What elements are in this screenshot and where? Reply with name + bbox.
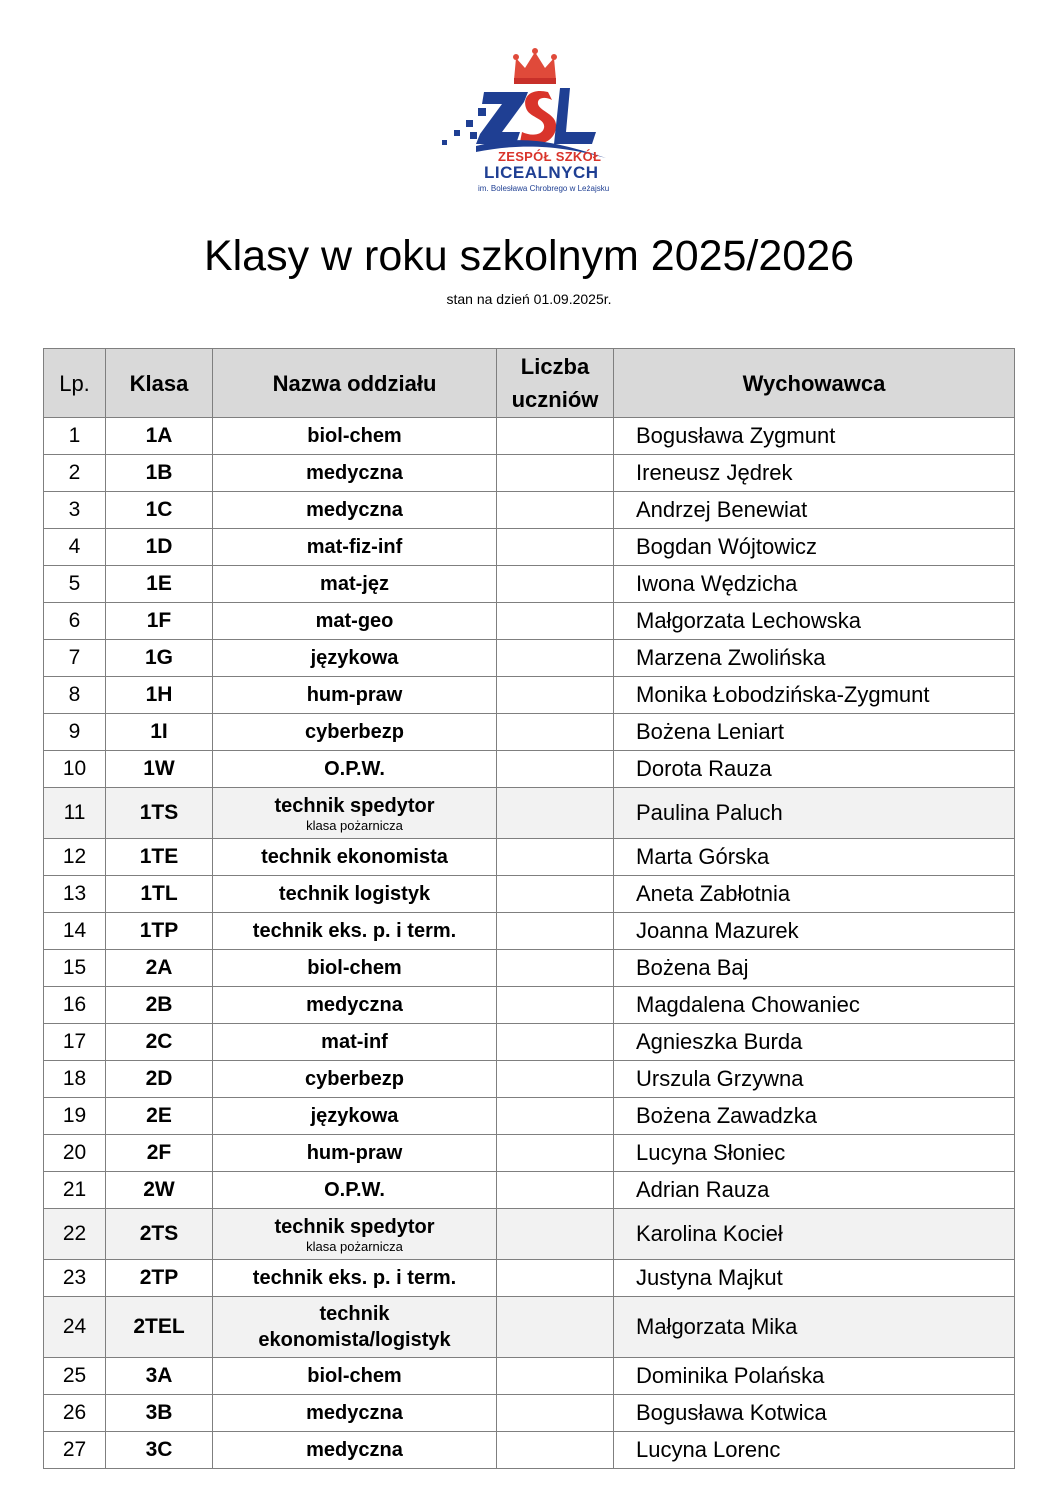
row-klasa: 2B <box>106 987 213 1024</box>
row-klasa: 1W <box>106 751 213 788</box>
row-lp: 10 <box>44 751 106 788</box>
row-nazwa-text: medyczna <box>306 499 403 521</box>
row-klasa: 2W <box>106 1172 213 1209</box>
row-liczba <box>497 1172 614 1209</box>
table-row <box>44 714 1015 751</box>
row-nazwa-text: hum-praw <box>306 1142 403 1164</box>
header-wychowawca: Wychowawca <box>614 349 1015 418</box>
row-nazwa-text: językowa <box>310 647 399 669</box>
table-row <box>44 418 1015 455</box>
table-row <box>44 950 1015 987</box>
row-wychowawca: Aneta Zabłotnia <box>614 876 1015 913</box>
row-wychowawca: Małgorzata Lechowska <box>614 603 1015 640</box>
table-row <box>44 603 1015 640</box>
row-klasa: 3A <box>106 1358 213 1395</box>
row-klasa: 1H <box>106 677 213 714</box>
table-row <box>44 913 1015 950</box>
row-nazwa-text: technik eks. p. i term. <box>252 920 457 942</box>
table-row <box>44 1432 1015 1469</box>
row-nazwa <box>213 1209 497 1260</box>
row-liczba <box>497 876 614 913</box>
row-nazwa <box>213 603 497 640</box>
row-nazwa <box>213 1172 497 1209</box>
row-lp: 20 <box>44 1135 106 1172</box>
table-row <box>44 839 1015 876</box>
row-nazwa <box>213 714 497 751</box>
row-wychowawca: Justyna Majkut <box>614 1260 1015 1297</box>
row-nazwa-text: technik spedytor <box>274 795 435 817</box>
row-lp: 12 <box>44 839 106 876</box>
logo-text-line2: LICEALNYCH <box>484 163 599 182</box>
table-row <box>44 1098 1015 1135</box>
row-liczba <box>497 913 614 950</box>
table-row <box>44 1358 1015 1395</box>
row-klasa: 1I <box>106 714 213 751</box>
row-liczba <box>497 1358 614 1395</box>
table-row <box>44 677 1015 714</box>
row-wychowawca: Dorota Rauza <box>614 751 1015 788</box>
table-row <box>44 1209 1015 1260</box>
row-klasa: 2TS <box>106 1209 213 1260</box>
header-klasa: Klasa <box>106 349 213 418</box>
row-nazwa <box>213 1061 497 1098</box>
row-lp: 15 <box>44 950 106 987</box>
row-liczba <box>497 566 614 603</box>
row-wychowawca: Bożena Leniart <box>614 714 1015 751</box>
row-nazwa <box>213 677 497 714</box>
header-liczba <box>497 349 614 418</box>
row-nazwa-text: mat-jęz <box>320 573 389 595</box>
row-wychowawca: Bogusława Kotwica <box>614 1395 1015 1432</box>
row-liczba <box>497 714 614 751</box>
row-liczba <box>497 788 614 839</box>
table-row <box>44 1297 1015 1358</box>
row-klasa: 2F <box>106 1135 213 1172</box>
row-klasa: 2TP <box>106 1260 213 1297</box>
row-nazwa <box>213 1358 497 1395</box>
row-liczba <box>497 418 614 455</box>
row-lp: 8 <box>44 677 106 714</box>
row-nazwa-text: O.P.W. <box>324 758 385 780</box>
row-wychowawca: Marta Górska <box>614 839 1015 876</box>
classes-table <box>43 348 1015 1469</box>
row-wychowawca: Monika Łobodzińska-Zygmunt <box>614 677 1015 714</box>
row-liczba <box>497 1260 614 1297</box>
row-klasa: 1TE <box>106 839 213 876</box>
row-nazwa-text: medyczna <box>306 1439 403 1461</box>
row-nazwa-text: medyczna <box>306 1402 403 1424</box>
row-nazwa-text: technik <box>319 1303 390 1325</box>
row-liczba <box>497 1209 614 1260</box>
page-subtitle: stan na dzień 01.09.2025r. <box>446 291 612 307</box>
row-wychowawca: Ireneusz Jędrek <box>614 455 1015 492</box>
row-wychowawca: Andrzej Benewiat <box>614 492 1015 529</box>
row-wychowawca: Magdalena Chowaniec <box>614 987 1015 1024</box>
row-klasa: 3B <box>106 1395 213 1432</box>
row-klasa: 1F <box>106 603 213 640</box>
row-nazwa <box>213 529 497 566</box>
row-liczba <box>497 1024 614 1061</box>
row-nazwa <box>213 839 497 876</box>
row-liczba <box>497 839 614 876</box>
row-klasa: 1E <box>106 566 213 603</box>
row-nazwa <box>213 788 497 839</box>
page-title: Klasy w roku szkolnym 2025/2026 <box>203 232 855 280</box>
row-klasa: 2TEL <box>106 1297 213 1358</box>
row-lp: 4 <box>44 529 106 566</box>
row-lp: 24 <box>44 1297 106 1358</box>
row-nazwa-text: technik eks. p. i term. <box>252 1267 457 1289</box>
row-wychowawca: Lucyna Lorenc <box>614 1432 1015 1469</box>
row-lp: 14 <box>44 913 106 950</box>
row-wychowawca: Adrian Rauza <box>614 1172 1015 1209</box>
row-wychowawca: Urszula Grzywna <box>614 1061 1015 1098</box>
row-liczba <box>497 1395 614 1432</box>
row-lp: 5 <box>44 566 106 603</box>
row-nazwa <box>213 987 497 1024</box>
row-nazwa <box>213 1098 497 1135</box>
table-row <box>44 455 1015 492</box>
table-row <box>44 751 1015 788</box>
row-lp: 23 <box>44 1260 106 1297</box>
row-klasa: 3C <box>106 1432 213 1469</box>
row-nazwa-text: technik spedytor <box>274 1216 435 1238</box>
row-liczba <box>497 492 614 529</box>
row-klasa: 2C <box>106 1024 213 1061</box>
row-nazwa <box>213 950 497 987</box>
row-lp: 22 <box>44 1209 106 1260</box>
row-klasa: 2A <box>106 950 213 987</box>
row-liczba <box>497 987 614 1024</box>
row-nazwa <box>213 1135 497 1172</box>
row-nazwa <box>213 1395 497 1432</box>
row-nazwa-text: mat-inf <box>321 1031 388 1053</box>
row-nazwa-text: hum-praw <box>306 684 403 706</box>
row-liczba <box>497 950 614 987</box>
row-klasa: 2D <box>106 1061 213 1098</box>
row-lp: 3 <box>44 492 106 529</box>
row-nazwa-text: mat-geo <box>315 610 394 632</box>
row-nazwa-text: technik logistyk <box>278 883 431 905</box>
row-wychowawca: Bogusława Zygmunt <box>614 418 1015 455</box>
row-nazwa <box>213 751 497 788</box>
row-wychowawca: Bożena Zawadzka <box>614 1098 1015 1135</box>
row-lp: 25 <box>44 1358 106 1395</box>
row-nazwa-sub: klasa pożarnicza <box>306 1239 403 1254</box>
row-nazwa-text: cyberbezp <box>305 1068 404 1090</box>
row-wychowawca: Iwona Wędzicha <box>614 566 1015 603</box>
header-liczba-line2: uczniów <box>511 387 599 412</box>
row-liczba <box>497 1061 614 1098</box>
row-wychowawca: Dominika Polańska <box>614 1358 1015 1395</box>
row-wychowawca: Agnieszka Burda <box>614 1024 1015 1061</box>
school-logo <box>436 48 616 198</box>
row-nazwa-text: biol-chem <box>307 425 402 447</box>
header-nazwa: Nazwa oddziału <box>213 349 497 418</box>
row-liczba <box>497 1098 614 1135</box>
table-row <box>44 1172 1015 1209</box>
row-lp: 9 <box>44 714 106 751</box>
row-liczba <box>497 603 614 640</box>
header-lp: Lp. <box>44 349 106 418</box>
row-klasa: 1C <box>106 492 213 529</box>
table-row <box>44 1135 1015 1172</box>
row-liczba <box>497 751 614 788</box>
row-liczba <box>497 1432 614 1469</box>
row-wychowawca: Marzena Zwolińska <box>614 640 1015 677</box>
row-wychowawca: Małgorzata Mika <box>614 1297 1015 1358</box>
row-klasa: 1TL <box>106 876 213 913</box>
row-liczba <box>497 1297 614 1358</box>
row-nazwa <box>213 876 497 913</box>
row-nazwa <box>213 418 497 455</box>
row-lp: 1 <box>44 418 106 455</box>
row-klasa: 1A <box>106 418 213 455</box>
row-nazwa-text: językowa <box>310 1105 399 1127</box>
row-klasa: 1G <box>106 640 213 677</box>
row-nazwa <box>213 1432 497 1469</box>
row-nazwa-sub: klasa pożarnicza <box>306 818 403 833</box>
row-nazwa <box>213 1297 497 1358</box>
row-lp: 13 <box>44 876 106 913</box>
row-klasa: 2E <box>106 1098 213 1135</box>
table-row <box>44 1024 1015 1061</box>
table-row <box>44 987 1015 1024</box>
row-lp: 21 <box>44 1172 106 1209</box>
table-row <box>44 640 1015 677</box>
row-lp: 11 <box>44 788 106 839</box>
row-lp: 18 <box>44 1061 106 1098</box>
row-liczba <box>497 1135 614 1172</box>
row-nazwa-text: biol-chem <box>307 1365 402 1387</box>
row-nazwa-text: technik ekonomista <box>261 846 448 868</box>
row-liczba <box>497 455 614 492</box>
row-klasa: 1TP <box>106 913 213 950</box>
table-row <box>44 492 1015 529</box>
row-nazwa <box>213 566 497 603</box>
row-nazwa <box>213 1024 497 1061</box>
row-lp: 2 <box>44 455 106 492</box>
table-row <box>44 529 1015 566</box>
logo-text-line1: ZESPÓŁ SZKÓŁ <box>498 149 602 164</box>
row-wychowawca: Joanna Mazurek <box>614 913 1015 950</box>
row-klasa: 1D <box>106 529 213 566</box>
table-row <box>44 566 1015 603</box>
row-nazwa-text: medyczna <box>306 462 403 484</box>
row-nazwa <box>213 640 497 677</box>
table-row <box>44 788 1015 839</box>
logo-text-line3: im. Bolesława Chrobrego w Leżajsku <box>478 184 610 193</box>
row-wychowawca: Bogdan Wójtowicz <box>614 529 1015 566</box>
row-wychowawca: Karolina Kocieł <box>614 1209 1015 1260</box>
table-row <box>44 876 1015 913</box>
row-nazwa <box>213 492 497 529</box>
row-nazwa-text: cyberbezp <box>305 721 404 743</box>
table-header-row <box>44 349 1015 418</box>
row-nazwa-line2: ekonomista/logistyk <box>258 1329 451 1351</box>
row-wychowawca: Lucyna Słoniec <box>614 1135 1015 1172</box>
row-liczba <box>497 640 614 677</box>
row-lp: 17 <box>44 1024 106 1061</box>
row-lp: 7 <box>44 640 106 677</box>
row-nazwa <box>213 1260 497 1297</box>
row-lp: 19 <box>44 1098 106 1135</box>
row-lp: 6 <box>44 603 106 640</box>
row-klasa: 1TS <box>106 788 213 839</box>
row-wychowawca: Bożena Baj <box>614 950 1015 987</box>
table-row <box>44 1061 1015 1098</box>
row-lp: 16 <box>44 987 106 1024</box>
row-wychowawca: Paulina Paluch <box>614 788 1015 839</box>
row-lp: 26 <box>44 1395 106 1432</box>
table-row <box>44 1260 1015 1297</box>
row-liczba <box>497 529 614 566</box>
row-nazwa <box>213 913 497 950</box>
row-nazwa-text: biol-chem <box>307 957 402 979</box>
header-liczba-line1: Liczba <box>520 354 590 379</box>
row-nazwa <box>213 455 497 492</box>
row-nazwa-text: medyczna <box>306 994 403 1016</box>
table-row <box>44 1395 1015 1432</box>
row-liczba <box>497 677 614 714</box>
row-nazwa-text: mat-fiz-inf <box>306 536 403 558</box>
row-nazwa-text: O.P.W. <box>324 1179 385 1201</box>
row-klasa: 1B <box>106 455 213 492</box>
row-lp: 27 <box>44 1432 106 1469</box>
